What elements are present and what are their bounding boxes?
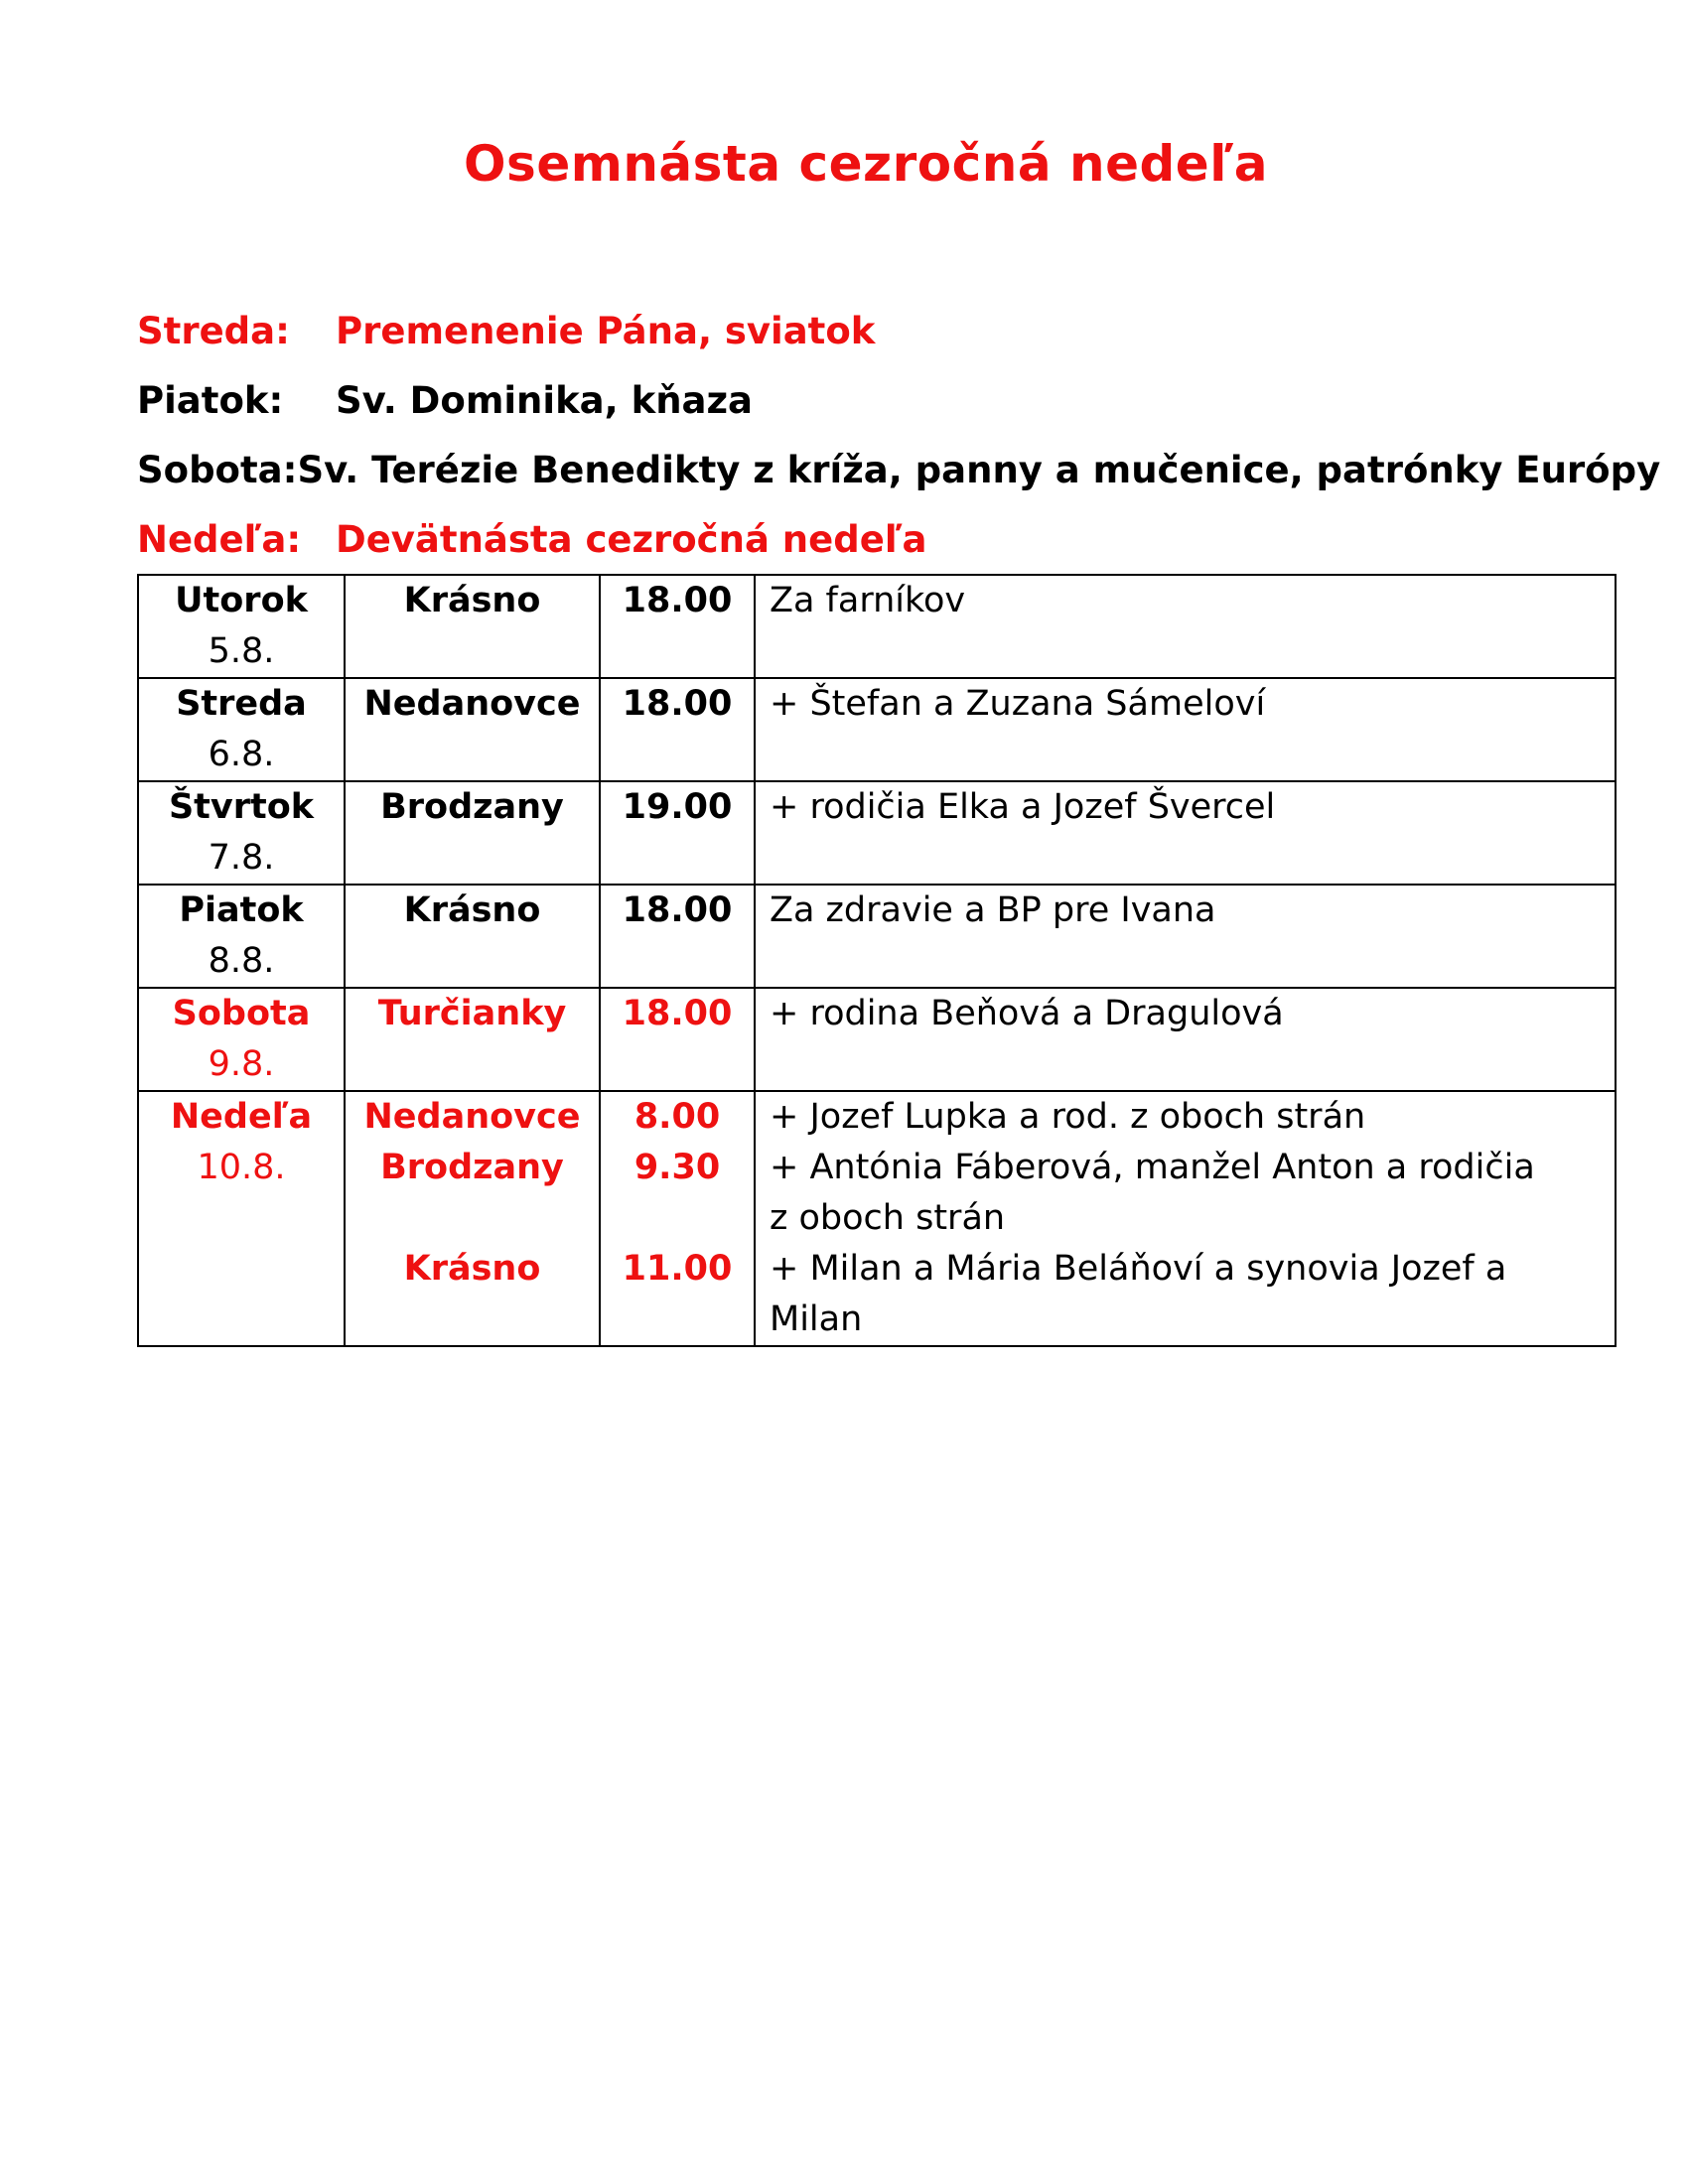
line-spacer (346, 1193, 599, 1244)
place-cell: Krásno (345, 575, 600, 678)
day-date: 7.8. (208, 838, 275, 878)
mass-schedule-table (137, 574, 1617, 1347)
day-cell (138, 988, 345, 1091)
intention-cell: + Štefan a Zuzana Sámeloví (755, 678, 1616, 781)
feast-item (137, 296, 1626, 365)
feast-item (137, 435, 1661, 504)
intention-line: z oboch strán (770, 1198, 1006, 1238)
table-row (138, 988, 1616, 1091)
intention-line: Milan (770, 1299, 863, 1339)
day-cell (138, 1091, 345, 1346)
day-date: 5.8. (208, 631, 275, 671)
time-cell: 18.00 (600, 678, 755, 781)
day-date: 6.8. (208, 735, 275, 774)
feast-item (137, 504, 1626, 574)
day-cell (138, 575, 345, 678)
feast-day: Streda: (137, 309, 290, 352)
place-cell: Brodzany (345, 781, 600, 885)
intention-line: + Jozef Lupka a rod. z oboch strán (770, 1097, 1366, 1137)
time-cell: 19.00 (600, 781, 755, 885)
intention-cell: + rodičia Elka a Jozef Švercel (755, 781, 1616, 885)
feast-item (137, 365, 1626, 435)
line-spacer (601, 1193, 754, 1244)
time-cell: 18.00 (600, 885, 755, 988)
place-name: Brodzany (380, 1148, 564, 1187)
intention-cell: Za farníkov (755, 575, 1616, 678)
place-name: Krásno (403, 1249, 541, 1289)
intention-cell: + rodina Beňová a Dragulová (755, 988, 1616, 1091)
feast-day: Sobota: (137, 448, 298, 491)
day-cell (138, 781, 345, 885)
feast-name: Sv. Terézie Benedikty z kríža, panny a mučenice, patrónky Európy (297, 448, 1661, 491)
feast-name: Premenenie Pána, sviatok (336, 309, 876, 352)
table-row (138, 885, 1616, 988)
place-cell: Krásno (345, 885, 600, 988)
time-cell: 18.00 (600, 988, 755, 1091)
place-cell: Turčianky (345, 988, 600, 1091)
day-name: Nedeľa (170, 1097, 313, 1137)
place-cell (345, 1091, 600, 1346)
day-cell (138, 885, 345, 988)
intention-cell (755, 1091, 1616, 1346)
feast-name: Devätnásta cezročná nedeľa (336, 517, 927, 561)
mass-time: 9.30 (633, 1148, 721, 1187)
intention-line: + Milan a Mária Beláňoví a synovia Jozef a (770, 1249, 1507, 1289)
table-row (138, 781, 1616, 885)
table-row (138, 678, 1616, 781)
mass-time: 8.00 (633, 1097, 721, 1137)
feast-day: Piatok: (137, 378, 284, 422)
day-name: Sobota (172, 994, 311, 1033)
day-name: Utorok (175, 581, 308, 620)
day-cell (138, 678, 345, 781)
day-name: Streda (176, 684, 307, 724)
table-row (138, 1091, 1616, 1346)
day-date: 10.8. (197, 1148, 286, 1187)
feast-list (137, 296, 1661, 574)
page-title: Osemnásta cezročná nedeľa (464, 135, 1268, 193)
intention-cell: Za zdravie a BP pre Ivana (755, 885, 1616, 988)
table-row (138, 575, 1616, 678)
feast-day: Nedeľa: (137, 517, 302, 561)
day-date: 9.8. (208, 1044, 275, 1084)
time-cell (600, 1091, 755, 1346)
mass-time: 11.00 (622, 1249, 733, 1289)
day-name: Štvrtok (168, 787, 315, 827)
time-cell: 18.00 (600, 575, 755, 678)
intention-line: + Antónia Fáberová, manžel Anton a rodičia (770, 1148, 1535, 1187)
day-date: 8.8. (208, 941, 275, 981)
feast-name: Sv. Dominika, kňaza (336, 378, 754, 422)
place-cell: Nedanovce (345, 678, 600, 781)
place-name: Nedanovce (363, 1097, 581, 1137)
day-name: Piatok (179, 890, 304, 930)
